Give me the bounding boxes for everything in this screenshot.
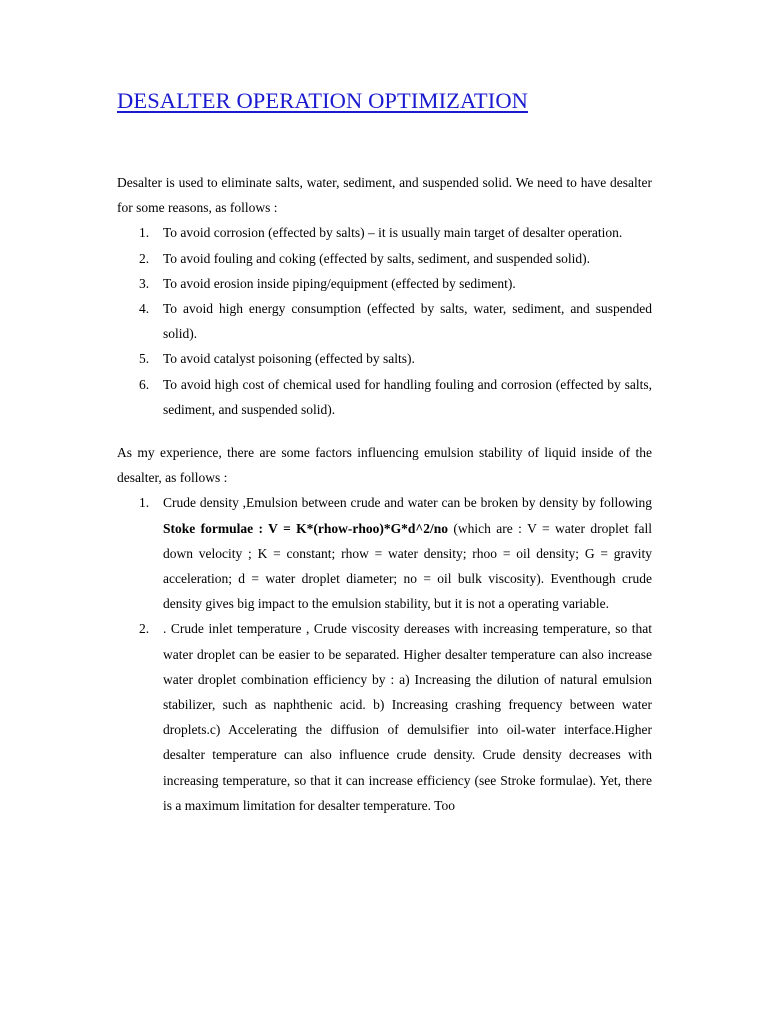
list-item-text: To avoid high energy consumption (effected by salts, water, sediment, and suspended solid). <box>163 301 652 342</box>
list-item <box>117 372 652 422</box>
intro-paragraph: Desalter is used to eliminate salts, water, sediment, and suspended solid. We need to have desalter for some reasons, as follows : <box>117 175 652 216</box>
list-item <box>117 296 652 346</box>
list-item-text: To avoid corrosion (effected by salts) – it is usually main target of desalter operation. <box>163 225 623 241</box>
list-item-text: (which are : V = water droplet fall down velocity ; K = constant; rhow = water density; rhoo = oil density; G = gravity acceleration; d = water droplet diameter; no = oil bulk viscosity). Eventhough crude density gives big impact to the emulsion stability, but it is not a operating variable. <box>163 520 652 612</box>
list-item <box>117 220 652 245</box>
list-item-text: To avoid catalyst poisoning (effected by salts). <box>163 351 415 367</box>
list-item-text: Crude density ,Emulsion between crude and water can be broken by density by following <box>163 495 652 511</box>
document-body <box>117 170 652 818</box>
list-item <box>117 246 652 271</box>
list-item-text: To avoid fouling and coking (effected by salts, sediment, and suspended solid). <box>163 250 590 266</box>
reasons-list <box>117 220 652 422</box>
list-item-text: To avoid erosion inside piping/equipment (effected by sediment). <box>163 275 516 291</box>
list-number: 2. <box>139 250 150 266</box>
list-item <box>117 271 652 296</box>
factors-intro-paragraph: As my experience, there are some factors influencing emulsion stability of liquid inside of the desalter, as follows : <box>117 445 652 486</box>
page-title: DESALTER OPERATION OPTIMIZATION <box>117 88 529 113</box>
list-item-text: To avoid high cost of chemical used for handling fouling and corrosion (effected by salts, sediment, and suspended solid). <box>163 376 652 417</box>
list-number: 5. <box>139 351 150 367</box>
list-item <box>117 616 652 818</box>
list-number: 4. <box>139 301 150 317</box>
list-item-text: . Crude inlet temperature , Crude viscosity dereases with increasing temperature, so that water droplet can be easier to be separated. Higher desalter temperature can also increase water droplet combination efficiency by : a) Increasing the dilution of natural emulsion stabilizer, such as naphthenic acid. b) Increasing crashing frequency between water droplets.c) Accelerating the diffusion of demulsifier into oil-water interface.Higher desalter temperature can also influence crude density. Crude density decreases with increasing temperature, so that it can increase efficiency (see Stroke formulae). Yet, there is a maximum limitation for desalter temperature. Too <box>163 621 652 813</box>
list-number: 1. <box>139 225 150 241</box>
stoke-formula: Stoke formulae : V = K*(rhow-rhoo)*G*d^2/no <box>163 520 449 536</box>
list-item <box>117 346 652 371</box>
list-number: 1. <box>139 495 150 511</box>
list-number: 2. <box>139 621 150 637</box>
list-item <box>117 490 652 616</box>
list-number: 6. <box>139 376 150 392</box>
factors-list <box>117 490 652 818</box>
list-number: 3. <box>139 275 150 291</box>
